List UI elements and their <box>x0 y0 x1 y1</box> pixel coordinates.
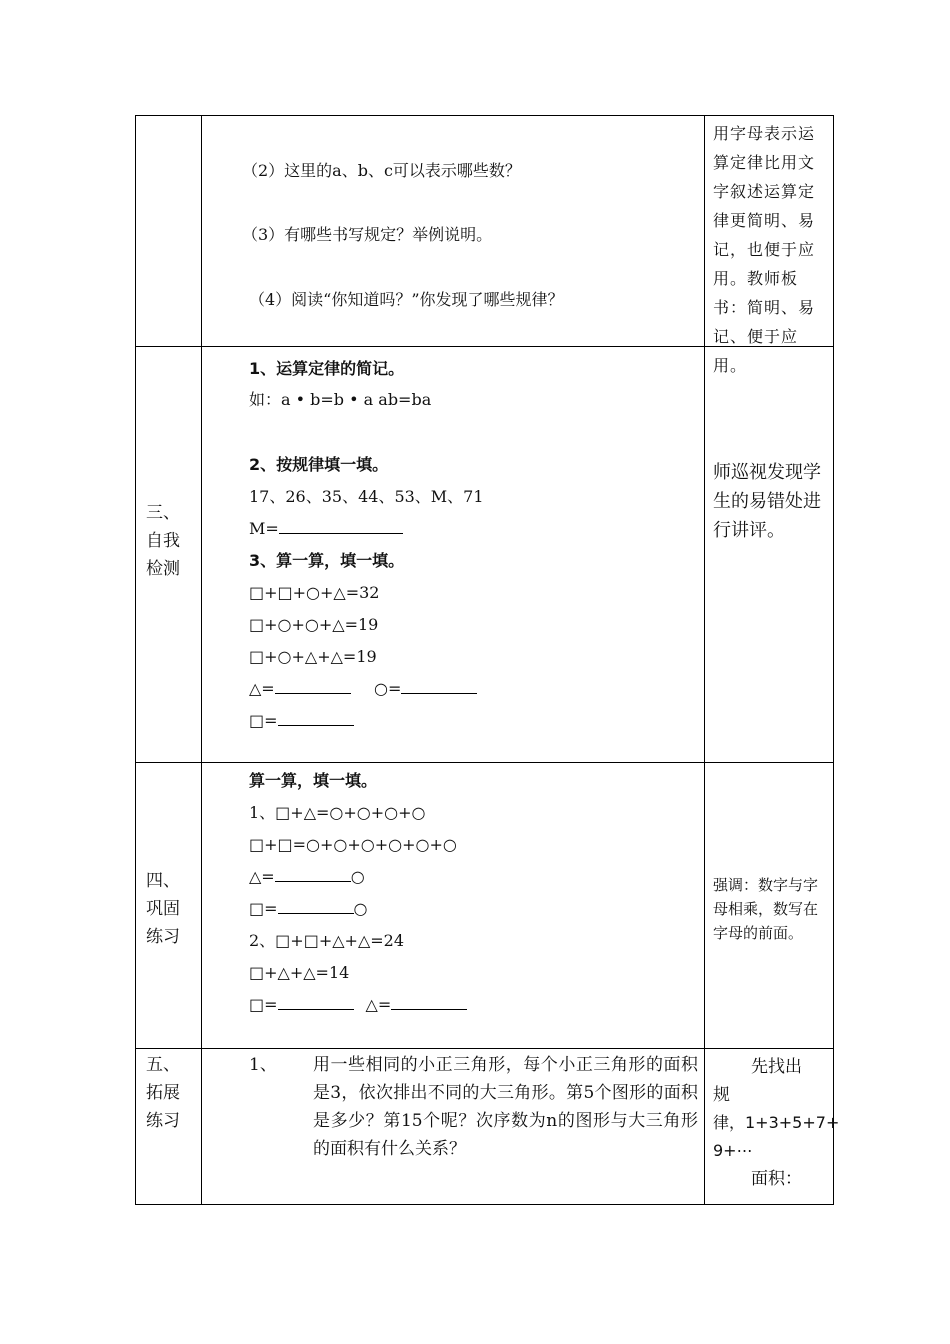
teacher-note: 用字母表示运算定律比用文字叙述运算定律更简明、易记，也便于应用。教师板书：简明、易记、便于应用。 <box>713 124 816 375</box>
square-answer-line <box>249 711 354 731</box>
answer-line <box>249 995 467 1015</box>
square-answer-blank[interactable] <box>278 995 354 1010</box>
triangle-label: △= <box>249 867 275 886</box>
circle-suffix: ○ <box>350 867 365 886</box>
heading-1: 1、运算定律的简记。 <box>249 359 405 378</box>
heading-3: 3、算一算，填一填。 <box>249 551 405 570</box>
teacher-note: 师巡视发现学生的易错处进行讲评。 <box>713 462 821 541</box>
m-answer-line <box>249 519 403 539</box>
m-answer-blank[interactable] <box>279 519 403 534</box>
square-circle-line <box>249 899 368 919</box>
square-answer-blank[interactable] <box>278 711 354 726</box>
problem-text: 用一些相同的小正三角形，每个小正三角形的面积是3，依次排出不同的大三角形。第5个图形的面积是多少？第15个呢？次序数为n的图形与大三角形的面积有什么关系？ <box>313 1055 698 1159</box>
note-cell <box>705 1049 840 1204</box>
example-line: 如：a • b=b • a ab=ba <box>249 390 432 409</box>
triangle-circle-line <box>249 867 365 887</box>
note-cell <box>705 347 834 762</box>
triangle-label: △= <box>249 679 275 698</box>
section-label: 三、 自我 检测 <box>146 503 180 579</box>
note-cell <box>705 763 834 1048</box>
note-line-2: 规 <box>713 1085 730 1105</box>
equation-2: □+○+○+△=19 <box>249 615 379 634</box>
equation-1: □+□+○+△=32 <box>249 583 380 602</box>
m-label: M= <box>249 519 279 538</box>
section-cell <box>136 1049 202 1204</box>
content-cell <box>202 116 705 346</box>
equation-3: 2、□+□+△+△=24 <box>249 931 405 950</box>
teacher-note: 强调：数字与字母相乘，数写在字母的前面。 <box>713 876 819 942</box>
square-label: □= <box>249 995 278 1014</box>
equation-1: 1、□+△=○+○+○+○ <box>249 803 426 822</box>
triangle-answer-blank[interactable] <box>275 867 351 882</box>
section-label: 五、 拓展 练习 <box>146 1055 180 1131</box>
section-cell <box>136 116 202 346</box>
note-line-3: 律，1+3+5+7+ <box>713 1113 840 1132</box>
note-cell <box>705 116 834 375</box>
note-line-4: 9+⋯ <box>713 1141 753 1160</box>
question-3: （3）有哪些书写规定？举例说明。 <box>242 225 493 244</box>
equation-4: □+△+△=14 <box>249 963 350 982</box>
square-label: □= <box>249 899 278 918</box>
sequence-line: 17、26、35、44、53、M、71 <box>249 487 484 506</box>
circle-answer-blank[interactable] <box>401 679 477 694</box>
table-row <box>136 763 834 1049</box>
note-line-1: 先找出 <box>751 1057 802 1077</box>
triangle-answer-line <box>249 679 351 699</box>
circle-answer-line <box>374 679 477 699</box>
content-cell <box>202 763 705 1048</box>
heading: 算一算，填一填。 <box>249 771 378 790</box>
square-answer-blank[interactable] <box>278 899 354 914</box>
square-label: □= <box>249 711 278 730</box>
equation-3: □+○+△+△=19 <box>249 647 377 666</box>
content-cell <box>202 347 705 762</box>
section-label: 四、 巩固 练习 <box>146 871 180 947</box>
content-cell <box>202 1049 705 1204</box>
section-cell <box>136 763 202 1048</box>
triangle-answer-blank[interactable] <box>391 995 467 1010</box>
table-row <box>136 1049 840 1205</box>
question-2: （2）这里的a、b、c可以表示哪些数？ <box>242 161 521 180</box>
lesson-table <box>135 115 840 1205</box>
heading-2: 2、按规律填一填。 <box>249 455 389 474</box>
equation-2: □+□=○+○+○+○+○+○ <box>249 835 457 854</box>
section-cell <box>136 347 202 762</box>
question-4: （4）阅读“你知道吗？”你发现了哪些规律？ <box>249 290 564 309</box>
circle-label: ○= <box>374 679 402 698</box>
table-row <box>136 347 834 763</box>
note-line-5: 面积： <box>751 1169 802 1189</box>
triangle-answer-blank[interactable] <box>275 679 351 694</box>
triangle-label: △= <box>365 995 392 1014</box>
problem-number: 1、 <box>249 1055 277 1075</box>
circle-suffix: ○ <box>353 899 368 918</box>
